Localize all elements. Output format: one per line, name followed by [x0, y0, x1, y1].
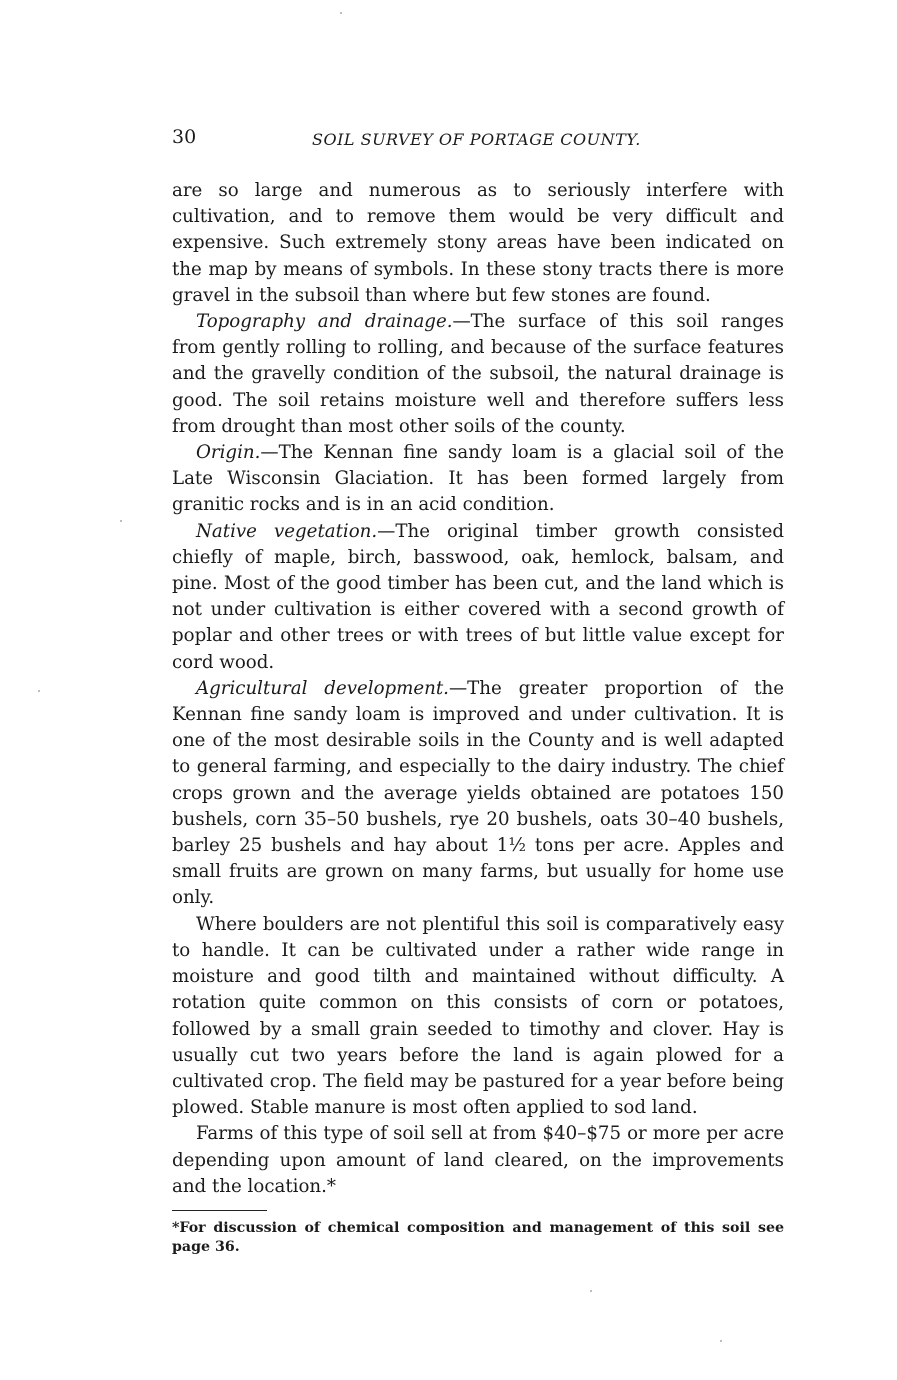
document-page	[172, 126, 784, 1257]
paragraph-origin	[172, 440, 784, 519]
paragraph-farm-prices	[172, 1121, 784, 1200]
scan-speck	[120, 520, 122, 522]
scan-speck	[340, 12, 342, 14]
paragraph-text: —The original timber growth consisted chiefly of maple, birch, basswood, oak, hemlock, balsam, and pine. Most of the good timber has been cut, and the land which is not under cultivation is either covered with a second growth of poplar and other trees or with trees of but little value except for cord wood.	[172, 520, 784, 673]
paragraph-lead: Agricultural development.	[196, 677, 449, 699]
paragraph-cultivation	[172, 912, 784, 1122]
paragraph-lead: Topography and drainage.	[196, 311, 453, 333]
paragraph-text: Where boulders are not plentiful this soil is comparatively easy to handle. It can be cultivated under a rather wide range in moisture and good tilth and maintained without difficulty. A rotation quite common on this consists of corn or potatoes, followed by a small grain seeded to timothy and clover. Hay is usually cut two years before the land is again plowed for a cultivated crop. The field may be pastured for a year before being plowed. Stable manure is most often applied to sod land.	[172, 913, 784, 1119]
footnote: *For discussion of chemical composition and management of this soil see page 36.	[172, 1219, 784, 1255]
paragraph-agricultural-development	[172, 676, 784, 912]
paragraph-text: —The surface of this soil ranges from gently rolling to rolling, and because of the surface features and the gravelly condition of the subsoil, the natural drainage is good. The soil retains moisture well and therefore suffers less from drought than most other soils of the county.	[172, 311, 784, 437]
paragraph-text: —The greater proportion of the Kennan fine sandy loam is improved and under cultivation. It is one of the most desirable soils in the County and is well adapted to general farming, and especially to the dairy industry. The chief crops grown and the average yields obtained are potatoes 150 bushels, corn 35–50 bushels, rye 20 bushels, oats 30–40 bushels, barley 25 bushels and hay about 1½ tons per acre. Apples and small fruits are grown on many farms, but usually for home use only.	[172, 677, 784, 909]
paragraph-lead: Origin.	[196, 442, 261, 464]
paragraph-native-vegetation	[172, 519, 784, 676]
paragraph-text: —The Kennan fine sandy loam is a glacial soil of the Late Wisconsin Glaciation. It has been formed largely from granitic rocks and is in an acid condition.	[172, 442, 784, 516]
running-head: SOIL SURVEY OF PORTAGE COUNTY.	[312, 130, 641, 149]
paragraph-topography	[172, 309, 784, 440]
paragraph-lead: Native vegetation.	[196, 520, 378, 542]
paragraph-continued	[172, 178, 784, 309]
body-text	[172, 178, 784, 1200]
scan-speck	[590, 1290, 592, 1292]
paragraph-text: Farms of this type of soil sell at from $40–$75 or more per acre depending upon amount of land cleared, on the improvements and the location.*	[172, 1123, 784, 1197]
paragraph-text: are so large and numerous as to seriously interfere with cultivation, and to remove them would be very difficult and expensive. Such extremely stony areas have been indicated on the map by means of symbols. In these stony tracts there is more gravel in the subsoil than where but few stones are found.	[172, 180, 784, 306]
footnote-divider	[172, 1210, 267, 1211]
page-number: 30	[172, 126, 197, 148]
page-header	[172, 126, 784, 158]
scan-speck	[720, 1340, 722, 1342]
scan-speck	[38, 690, 40, 692]
